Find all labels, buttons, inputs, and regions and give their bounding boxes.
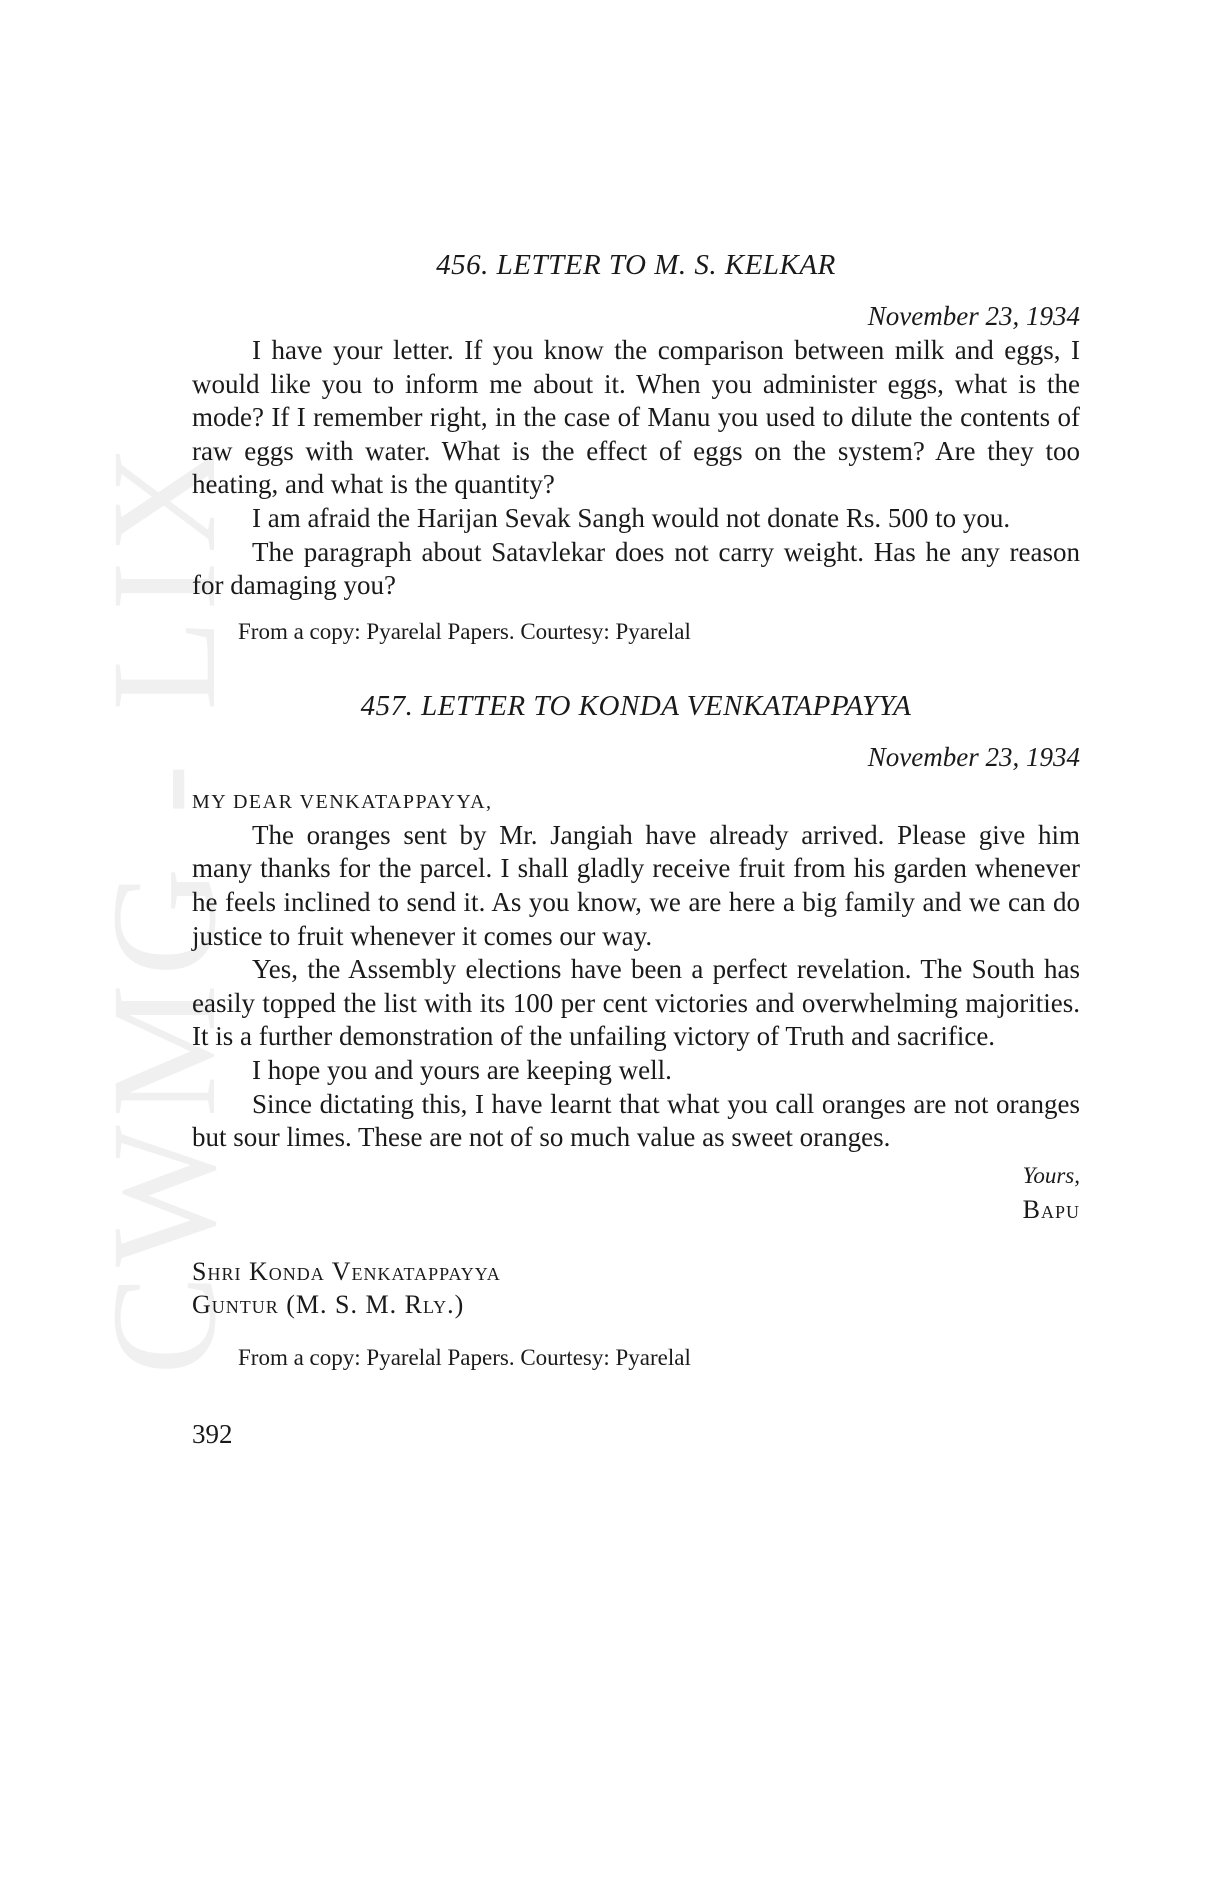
address-line-2: Guntur (M. S. M. Rly.) bbox=[192, 1289, 465, 1319]
letter-457-source: From a copy: Pyarelal Papers. Courtesy: Pyarelal bbox=[238, 1344, 691, 1370]
letter-456-paragraph-3: The paragraph about Satavlekar does not carry weight. Has he any reason for damaging you? bbox=[192, 536, 1080, 601]
page-number: 392 bbox=[192, 1418, 233, 1449]
watermark-text: CWMG - LIX bbox=[81, 436, 247, 1375]
letter-457-paragraph-2: Yes, the Assembly elections have been a perfect revelation. The South has easily topped the list with its 100 per cent victories and overwhelming majorities. It is a further demonstration of the unfailing victory of Truth and sacrifice. bbox=[192, 954, 1080, 1052]
letter-456-title: 456. LETTER TO M. S. KELKAR bbox=[436, 249, 836, 281]
address-line-1: Shri Konda Venkatappayya bbox=[192, 1256, 501, 1286]
letter-456-source: From a copy: Pyarelal Papers. Courtesy: Pyarelal bbox=[238, 618, 691, 644]
letter-456-paragraph-1: I have your letter. If you know the comparison between milk and eggs, I would like you to inform me about it. When you administer eggs, what is the mode? If I remember right, in the case of Manu you used to dilute the contents of raw eggs with water. What is the effect of eggs on the system? Are they too heating, and what is the quantity? bbox=[192, 335, 1080, 500]
letter-457 bbox=[192, 687, 1080, 1373]
letter-456-paragraph-2: I am afraid the Harijan Sevak Sangh would not donate Rs. 500 to you. bbox=[252, 502, 1011, 533]
document-page bbox=[192, 246, 1080, 1451]
letter-457-paragraph-3: I hope you and yours are keeping well. bbox=[252, 1054, 672, 1085]
letter-457-closing: Yours, bbox=[1022, 1162, 1080, 1188]
letter-457-paragraph-1: The oranges sent by Mr. Jangiah have already arrived. Please give him many thanks for the parcel. I shall gladly receive fruit from his garden whenever he feels inclined to send it. As you know, we are here a big family and we can do justice to fruit whenever it comes our way. bbox=[192, 819, 1080, 951]
letter-457-address bbox=[192, 1255, 1080, 1321]
letter-457-salutation: MY DEAR VENKATAPPAYYA, bbox=[192, 790, 493, 813]
letter-456 bbox=[192, 246, 1080, 647]
letter-456-date: November 23, 1934 bbox=[867, 301, 1080, 331]
letter-457-paragraph-4: Since dictating this, I have learnt that what you call oranges are not oranges but sour limes. These are not of so much value as sweet oranges. bbox=[192, 1088, 1080, 1153]
letter-457-title: 457. LETTER TO KONDA VENKATAPPAYYA bbox=[360, 689, 912, 722]
letter-457-signature: Bapu bbox=[1022, 1194, 1080, 1224]
letter-457-date: November 23, 1934 bbox=[867, 741, 1080, 772]
